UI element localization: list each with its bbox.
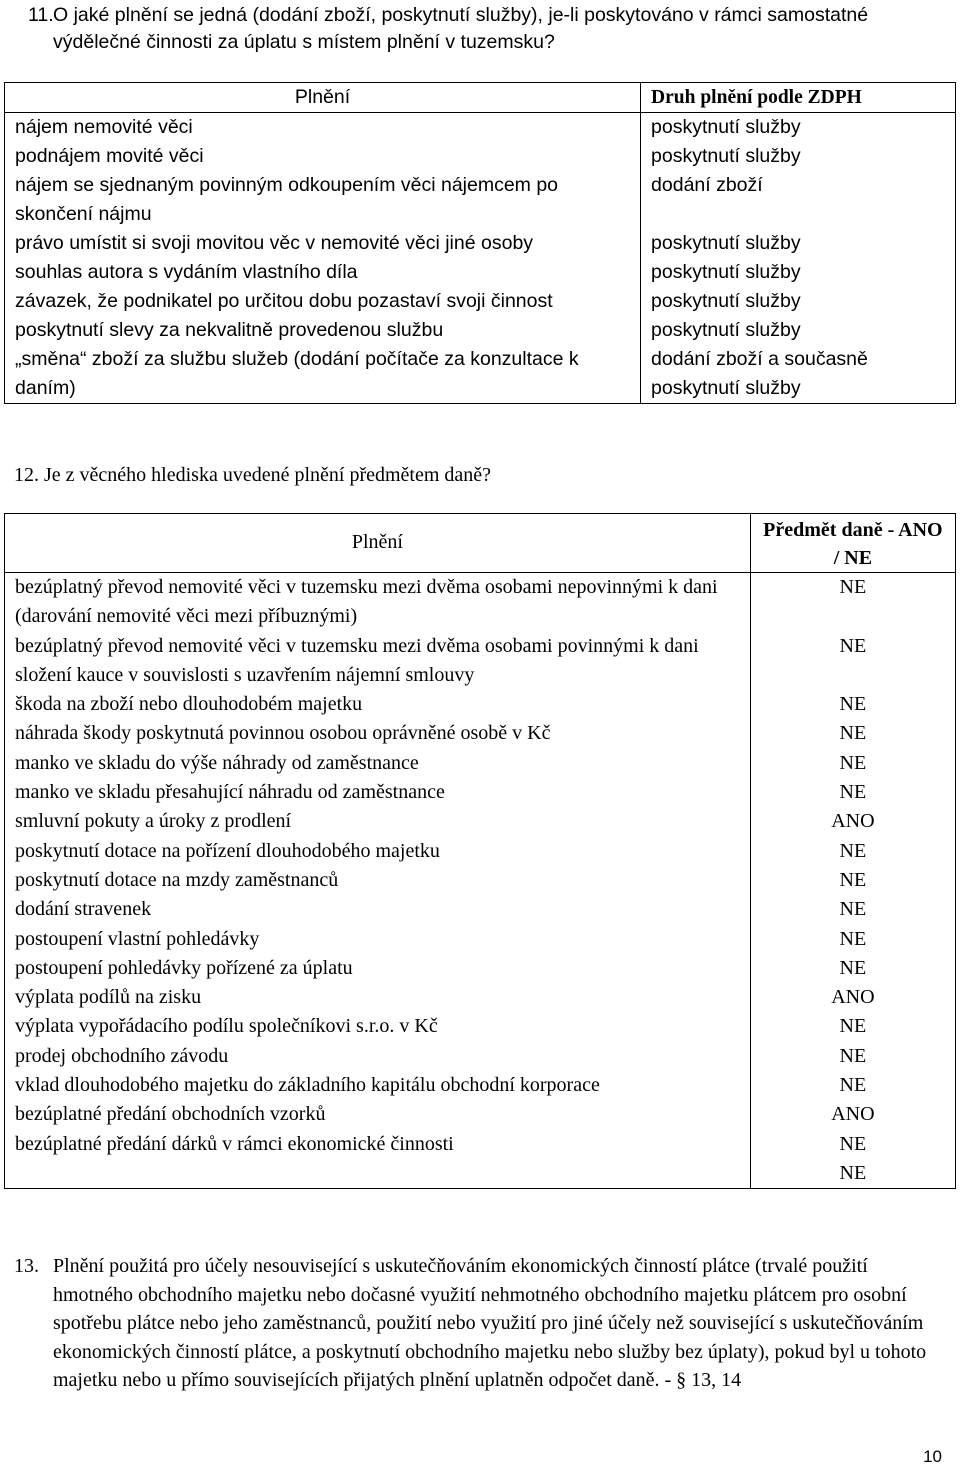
table-cell-supply: smluvní pokuty a úroky z prodlení bbox=[15, 810, 292, 833]
table-cell-answer: NE bbox=[839, 868, 867, 891]
table-cell-supply: vklad dlouhodobého majetku do základního kapitálu obchodní korporace bbox=[15, 1074, 600, 1097]
table-cell-supply-type: poskytnutí služby bbox=[651, 290, 801, 312]
table-header-row bbox=[5, 83, 956, 113]
table-cell-answer: NE bbox=[839, 1132, 867, 1155]
table-cell-answer: NE bbox=[839, 751, 867, 774]
table-cell-supply: postoupení vlastní pohledávky bbox=[15, 927, 260, 950]
table-cell-supply: souhlas autora s vydáním vlastního díla bbox=[15, 261, 358, 283]
subject-of-tax-column bbox=[750, 573, 955, 1189]
table-cell-answer: NE bbox=[839, 634, 867, 657]
table-cell-supply: škoda na zboží nebo dlouhodobém majetku bbox=[15, 693, 363, 716]
question-text: O jaké plnění se jedná (dodání zboží, poskytnutí služby), je-li poskytováno v rámci samostatné výdělečné činnosti za úplatu s místem plnění v tuzemsku? bbox=[53, 4, 869, 53]
table-cell-answer: NE bbox=[839, 1015, 867, 1038]
table-header-row bbox=[5, 514, 956, 573]
table-subject-of-tax bbox=[4, 513, 956, 1189]
table-cell-supply: nájem se sjednaným povinným odkoupením věci nájemcem po skončení nájmu bbox=[15, 174, 559, 225]
table-cell-supply: manko ve skladu přesahující náhradu od zaměstnance bbox=[15, 781, 445, 804]
page-number: 10 bbox=[923, 1447, 942, 1466]
table-cell-supply-type: poskytnutí služby bbox=[651, 232, 801, 254]
table-cell-supply: bezúplatné předání obchodních vzorků bbox=[15, 1103, 326, 1126]
table-cell-supply: poskytnutí dotace na pořízení dlouhodobého majetku bbox=[15, 839, 440, 862]
table-cell-answer: ANO bbox=[831, 1103, 875, 1126]
column-header-supply: Plnění bbox=[5, 514, 751, 573]
question-11 bbox=[28, 2, 948, 56]
table-cell-supply: závazek, že podnikatel po určitou dobu pozastaví svoji činnost bbox=[15, 290, 553, 312]
table-cell-answer: ANO bbox=[831, 986, 875, 1009]
table-cell-supply: výplata vypořádacího podílu společníkovi s.r.o. v Kč bbox=[15, 1015, 438, 1038]
table-cell-supply: právo umístit si svoji movitou věc v nemovité věci jiné osoby bbox=[15, 232, 534, 254]
table-cell-answer: NE bbox=[839, 576, 867, 598]
question-12: 12. Je z věcného hlediska uvedené plnění předmětem daně? bbox=[14, 464, 492, 486]
table-cell-answer: ANO bbox=[831, 810, 875, 833]
column-header-subject-of-tax: Předmět daně - ANO / NE bbox=[750, 514, 955, 573]
question-number: 13. bbox=[14, 1255, 39, 1277]
table-cell-supply: výplata podílů na zisku bbox=[15, 986, 202, 1009]
supply-type-column bbox=[641, 113, 956, 404]
table-cell-supply-type: poskytnutí služby bbox=[651, 261, 801, 283]
table-cell-supply: poskytnutí slevy za nekvalitně provedenou službu bbox=[15, 319, 444, 341]
table-cell-supply: prodej obchodního závodu bbox=[15, 1044, 229, 1067]
table-cell-supply: složení kauce v souvislosti s uzavřením nájemní smlouvy bbox=[15, 663, 475, 686]
table-cell-answer: NE bbox=[839, 898, 867, 921]
question-number: 11. bbox=[28, 4, 54, 26]
table-cell-supply-type: dodání zboží a současně poskytnutí služby bbox=[651, 348, 868, 399]
question-text: Plnění použitá pro účely nesouvisející s uskutečňováním ekonomických činností plátce (trvalé použití hmotného obchodního majetku nebo dočasné využití nehmotného obchodního majetku plátcem pro osobní spotřebu plátce nebo jeho zaměstnanců, použití nebo využití pro jiné účely než související s uskutečňováním ekonomických činností plátce, a poskytnutí obchodního majetku nebo služby bez úplaty), pokud byl u tohoto majetku nebo u přímo souvisejících přijatých plnění uplatněn odpočet daně. - § 13, 14 bbox=[53, 1255, 927, 1392]
supply-column bbox=[5, 573, 751, 1189]
table-cell-supply: „směna“ zboží za službu služeb (dodání počítače za konzultace k daním) bbox=[15, 348, 579, 399]
table-cell-answer: NE bbox=[839, 1044, 867, 1067]
table-cell-supply: náhrada škody poskytnutá povinnou osobou oprávněné osobě v Kč bbox=[15, 722, 551, 745]
table-cell-supply: bezúplatný převod nemovité věci v tuzemsku mezi dvěma osobami povinnými k dani bbox=[15, 634, 699, 657]
table-cell-answer: NE bbox=[839, 781, 867, 804]
table-cell-answer: NE bbox=[839, 722, 867, 745]
table-cell-supply: poskytnutí dotace na mzdy zaměstnanců bbox=[15, 868, 339, 891]
supply-column bbox=[5, 113, 641, 404]
column-header-supply: Plnění bbox=[5, 83, 641, 113]
table-cell-supply: dodání stravenek bbox=[15, 898, 152, 921]
table-cell-answer: NE bbox=[839, 956, 867, 979]
table-cell-answer: NE bbox=[839, 927, 867, 950]
table-cell-supply: podnájem movité věci bbox=[15, 145, 204, 167]
table-cell-supply: postoupení pohledávky pořízené za úplatu bbox=[15, 956, 353, 979]
table-cell-supply: bezúplatný převod nemovité věci v tuzemsku mezi dvěma osobami nepovinnými k dani (darování nemovité věci mezi příbuznými) bbox=[15, 576, 718, 628]
table-cell-supply: nájem nemovité věci bbox=[15, 116, 193, 138]
table-cell-answer: NE bbox=[839, 693, 867, 716]
table-cell-answer: NE bbox=[839, 1074, 867, 1097]
table-body-row bbox=[5, 113, 956, 404]
table-cell-supply-type: poskytnutí služby bbox=[651, 116, 801, 138]
table-cell-supply-type: poskytnutí služby bbox=[651, 145, 801, 167]
table-cell-supply-type: poskytnutí služby bbox=[651, 319, 801, 341]
column-header-supply-type: Druh plnění podle ZDPH bbox=[641, 83, 956, 113]
table-cell-supply-type: dodání zboží bbox=[651, 174, 763, 196]
table-cell-supply: manko ve skladu do výše náhrady od zaměstnance bbox=[15, 751, 419, 774]
table-cell-supply: bezúplatné předání dárků v rámci ekonomické činnosti bbox=[15, 1132, 454, 1155]
table-cell-answer: NE bbox=[839, 839, 867, 862]
question-13 bbox=[14, 1252, 944, 1395]
table-cell-answer: NE bbox=[839, 1161, 867, 1184]
table-supply-types bbox=[4, 82, 956, 404]
table-body-row bbox=[5, 573, 956, 1189]
